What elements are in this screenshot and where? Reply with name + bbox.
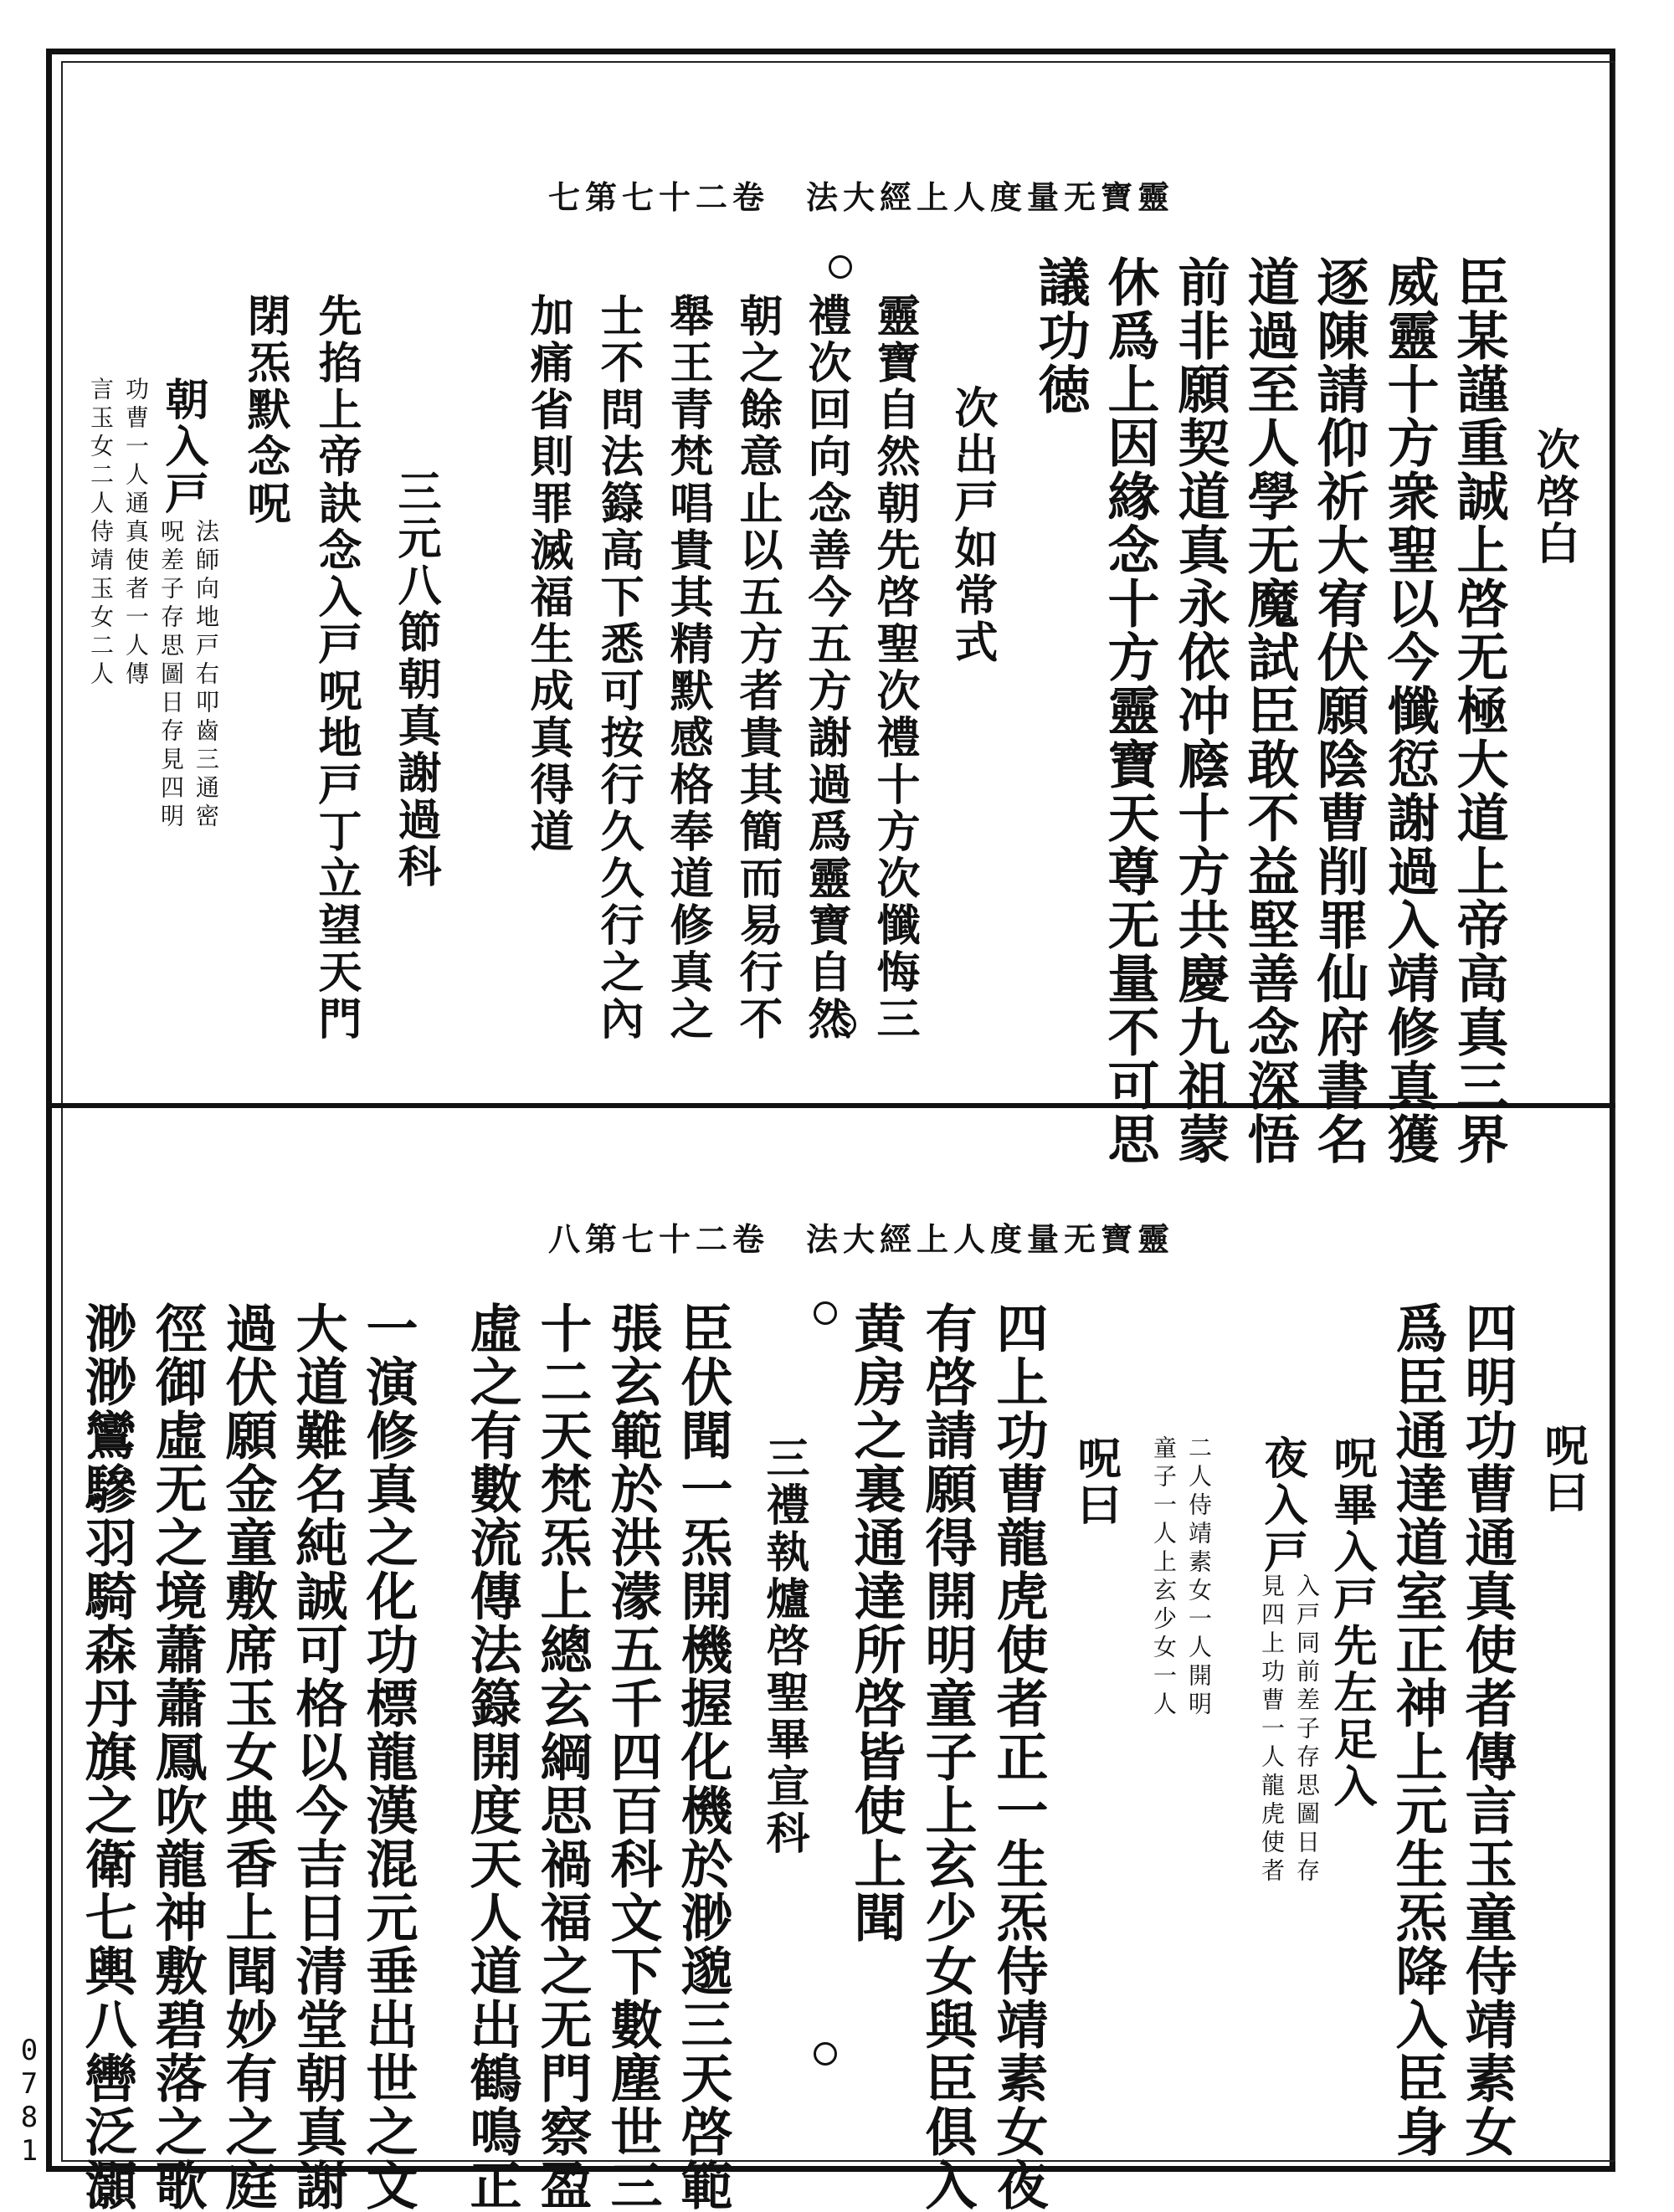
- text-column: 四上功曹龍虎使者正一生炁侍靖素女夜: [988, 1301, 1049, 2212]
- text-column: 三元八節朝真謝過科: [390, 469, 441, 890]
- running-head-top: 七第七十二卷 法大經上人度量无寶靈: [548, 178, 1175, 216]
- text-column: 徑御虛无之境蕭蕭鳳吹龍神敷碧落之歌: [146, 1301, 208, 2212]
- text-column: 呪畢入戸先左足入: [1326, 1435, 1377, 1810]
- text-column: 次啓白: [1528, 427, 1579, 567]
- text-column: 逐陳請仰祈大宥伏願陰曹削罪仙府書名: [1308, 255, 1369, 1166]
- running-head-bottom: 八第七十二卷 法大經上人度量无寶靈: [548, 1220, 1175, 1258]
- text-column: 虛之有數流傳法籙開度天人道出鶴鳴正: [461, 1301, 522, 2212]
- marker-circle: [814, 1301, 837, 1325]
- text-column: 過伏願金童敷席玉女典香上聞妙有之庭: [217, 1301, 278, 2212]
- text-column: 十二天梵炁上總玄綱思禍福之无門察盈: [531, 1301, 593, 2212]
- marker-circle: [829, 255, 852, 279]
- text-column: 士不問法籙高下悉可按行久久行之內: [593, 293, 644, 1043]
- text-column: 朝入戸: [157, 377, 208, 517]
- text-column: 張玄範於洪濛五千四百科文下數塵世三: [602, 1301, 663, 2212]
- annotation-column: 呪差子存思圖日存見四明: [157, 519, 185, 832]
- text-column: 爲臣通達道室正神上元生炁降入臣身: [1387, 1301, 1448, 2158]
- annotation-column: 見四上功曹一人龍虎使者: [1258, 1573, 1286, 1886]
- text-column: 臣伏聞一炁開機握化機於渺邈三天啓範: [672, 1301, 733, 2212]
- text-column: 靈寶自然朝先啓聖次禮十方次懺悔三: [869, 293, 920, 1043]
- annotation-column: 二人侍靖素女一人開明: [1185, 1435, 1213, 1720]
- text-column: 一演修真之化功標龍漢混元垂出世之文: [357, 1301, 418, 2212]
- text-column: 大道難名純誠可格以今吉日清堂朝真謝: [287, 1301, 348, 2212]
- annotation-column: 入戸同前差子存思圖日存: [1293, 1573, 1321, 1886]
- text-column: 黄房之裏通達所啓皆使上聞: [845, 1301, 906, 1944]
- text-column: 禮次回向念善今五方謝過爲靈寶自然: [800, 293, 851, 1043]
- annotation-column: 言玉女二人侍靖玉女二人: [87, 377, 115, 690]
- text-column: 閉炁默念呪: [239, 293, 290, 527]
- text-column: 舉王青梵唱貴其精默感格奉道修真之: [662, 293, 713, 1043]
- text-column: 臣某謹重誠上啓无極大道上帝高真三界: [1448, 255, 1509, 1166]
- text-column: 次出戸如常式: [947, 385, 998, 666]
- text-column: 朝之餘意止以五方者貴其簡而易行不: [732, 293, 783, 1043]
- marker-circle: [833, 1013, 856, 1036]
- text-column: 三禮執爐啓聖畢宣科: [758, 1435, 809, 1857]
- text-column: 渺渺鸞驂羽騎森丹旗之衛七輿八轡泛灝: [76, 1301, 137, 2212]
- text-column: 有啓請願得開明童子上玄少女與臣俱入: [917, 1301, 978, 2212]
- annotation-column: 童子一人上玄少女一人: [1150, 1435, 1178, 1720]
- annotation-column: 法師向地戸右叩齒三通密: [193, 519, 220, 832]
- marker-circle: [814, 2042, 837, 2066]
- text-column: 道過至人學无魔試臣敢不益堅善念深悟: [1239, 255, 1300, 1166]
- text-column: 呪曰: [1070, 1435, 1121, 1529]
- text-column: 夜入戸: [1256, 1435, 1307, 1576]
- text-column: 加痛省則罪滅福生成真得道: [522, 293, 573, 855]
- text-column: 威靈十方衆聖以今懺愆謝過入靖修真獲: [1379, 255, 1440, 1166]
- text-column: 呪曰: [1537, 1423, 1588, 1517]
- text-column: 四明功曹通真使者傳言玉童侍靖素女: [1456, 1301, 1517, 2158]
- text-column: 前非願契道真永依冲廕十方共慶九祖蒙: [1169, 255, 1230, 1166]
- text-column: 休爲上因緣念十方靈寶天尊无量不可思: [1099, 255, 1160, 1166]
- annotation-column: 功曹一人通真使者一人傳: [122, 377, 150, 690]
- text-column: 議功徳: [1030, 255, 1091, 416]
- text-column: 先掐上帝訣念入戸呪地戸丁立望天門: [311, 293, 362, 1043]
- page-number: 0781: [13, 2034, 46, 2168]
